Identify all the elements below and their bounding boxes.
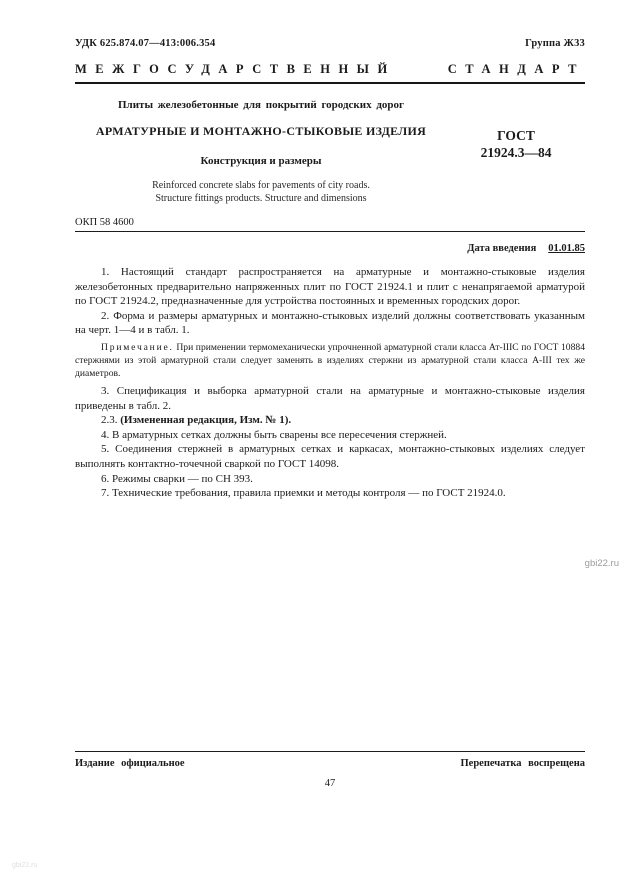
main-title: АРМАТУРНЫЕ И МОНТАЖНО-СТЫКОВЫЕ ИЗДЕЛИЯ xyxy=(95,124,427,138)
english-title xyxy=(75,180,447,205)
standard-body xyxy=(75,265,585,501)
standard-type-word-2: СТАНДАРТ xyxy=(447,62,585,76)
paragraph-5: 5. Соединения стержней в арматурных сетках и каркасах, монтажно-стыковых изделиях следует выполнять контактно-точечной сваркой по ГОСТ 14098. xyxy=(75,443,585,470)
paragraph-6: 6. Режимы сварки — по СН 393. xyxy=(101,472,253,485)
okp-rule xyxy=(75,231,585,232)
edition-note: Издание официальное xyxy=(75,758,185,769)
watermark-right: gbi22.ru xyxy=(584,558,619,569)
standard-type-heading xyxy=(75,62,585,77)
note-label: Примечание. xyxy=(101,341,174,353)
effective-date xyxy=(75,243,585,254)
paragraph-1: 1. Настоящий стандарт распространяется на арматурные и монтажно-стыковые изделия железобетонных предварительно напряженных плит по ГОСТ 21924.1 и плит с ненапрягаемой арматурой по ГОСТ 21924.2, предназначенные для устройства постоянных и временных городских дорог. xyxy=(75,266,585,308)
okp-code: ОКП 58 4600 xyxy=(75,217,134,228)
gost-label: ГОСТ xyxy=(497,128,535,143)
paragraph-2-3 xyxy=(75,413,585,428)
title-block xyxy=(75,99,585,205)
gost-number: 21924.3—84 xyxy=(480,145,552,160)
watermark-bottom-left: gbi22.ru xyxy=(12,862,38,869)
paragraph-3: 3. Спецификация и выборка арматурной стали на арматурные и монтажно-стыковые изделия приведены в табл. 2. xyxy=(75,384,585,412)
note-paragraph xyxy=(75,341,585,380)
page-number: 47 xyxy=(324,778,336,789)
top-classification-row xyxy=(75,0,585,49)
note-text: При применении термомеханически упрочненной арматурной стали класса Ат-IIIС по ГОСТ 10884 стержнями из этой арматурной стали следует заменять в изделиях стержни из арматурной стали класса А-III тех же диаметров. xyxy=(75,341,585,379)
english-title-line2: Structure fittings products. Structure and dimensions xyxy=(155,192,367,204)
title-left-column xyxy=(75,99,447,205)
page-content xyxy=(75,0,585,501)
english-title-line1: Reinforced concrete slabs for pavements of city roads. xyxy=(152,180,370,191)
subject-title: Плиты железобетонные для покрытий городских дорог xyxy=(117,99,405,111)
date-label: Дата введения xyxy=(467,243,537,254)
subtitle: Конструкция и размеры xyxy=(200,155,322,167)
udk-number: УДК 625.874.07—413:006.354 xyxy=(75,38,216,49)
paragraph-7: 7. Технические требования, правила приемки и методы контроля — по ГОСТ 21924.0. xyxy=(101,487,506,500)
paragraph-4: 4. В арматурных сетках должны быть сварены все пересечения стержней. xyxy=(101,428,447,441)
paragraph-2-3-amendment: (Измененная редакция, Изм. № 1). xyxy=(120,414,292,427)
paragraph-2: 2. Форма и размеры арматурных и монтажно-стыковых изделий должны соответствовать указанным на черт. 1—4 и в табл. 1. xyxy=(75,309,585,337)
standard-type-word-1: МЕЖГОСУДАРСТВЕННЫЙ xyxy=(75,62,396,76)
gost-designation xyxy=(447,83,585,205)
footer-row xyxy=(75,758,585,769)
page-footer xyxy=(75,751,585,789)
date-value: 01.01.85 xyxy=(548,243,585,254)
paragraph-2-3-number: 2.3. xyxy=(101,414,121,427)
group-code: Группа Ж33 xyxy=(525,38,585,49)
reprint-notice: Перепечатка воспрещена xyxy=(460,758,585,769)
